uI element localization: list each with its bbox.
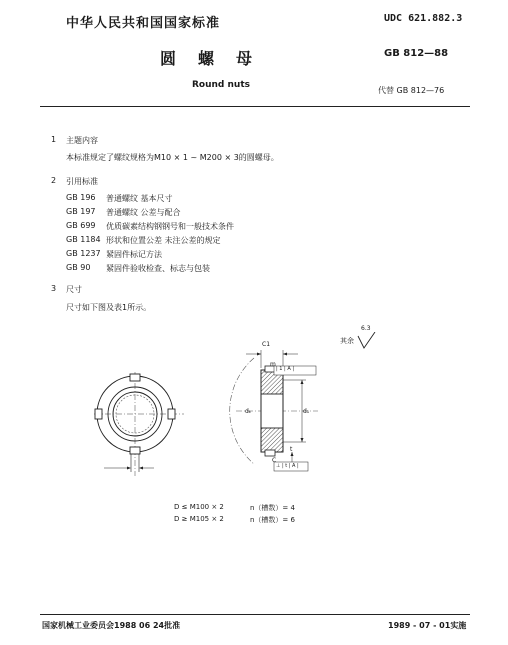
udc-code: UDC 621.882.3 <box>384 13 463 24</box>
section-2-title: 引用标准 <box>66 177 98 186</box>
ref-code: GB 197 <box>66 207 96 216</box>
surface-finish-value: 6.3 <box>361 325 371 332</box>
caption-left-2: D ≥ M105 × 2 <box>174 515 224 523</box>
effective-date: 1989 - 07 - 01实施 <box>388 621 467 630</box>
caption-right-1: n（槽数）= 4 <box>250 504 295 512</box>
dim-label-d1: d₁ <box>303 408 310 415</box>
dim-label-m: m <box>270 361 276 368</box>
dim-label-dk: dₖ <box>245 408 252 415</box>
dim-label-c1: C1 <box>262 341 271 348</box>
section-1-body: 本标准规定了螺纹规格为M10 × 1 ~ M200 × 3的圆螺母。 <box>66 153 279 162</box>
surface-finish-icon <box>356 332 378 354</box>
dim-label-c: C <box>272 457 277 464</box>
section-1-title: 主题内容 <box>66 136 98 145</box>
tolerance-frame-bottom: ⊥ | t | A | <box>276 463 299 469</box>
document-title-en: Round nuts <box>192 80 250 90</box>
section-1-number: 1 <box>51 135 57 144</box>
approval-note: 国家机械工业委员会1988 06 24批准 <box>42 621 181 630</box>
surface-finish-label: 其余 <box>340 337 354 345</box>
ref-title: 形状和位置公差 未注公差的规定 <box>106 236 221 245</box>
footer-rule <box>40 614 470 615</box>
document-title: 圆螺母 <box>160 49 275 68</box>
tolerance-frame-top: | 1 | A | <box>276 366 295 372</box>
ref-title: 普通螺纹 基本尺寸 <box>106 194 173 203</box>
caption-right-2: n（槽数）= 6 <box>250 516 295 524</box>
ref-code: GB 90 <box>66 263 91 272</box>
nut-front-view <box>90 368 190 480</box>
ref-title: 优质碳素结构钢钢号和一般技术条件 <box>106 222 234 231</box>
dim-label-t: t <box>290 446 293 453</box>
gb-code: GB 812—88 <box>384 48 449 59</box>
section-3-number: 3 <box>51 284 57 293</box>
ref-code: GB 699 <box>66 221 96 230</box>
replaces-note: 代替 GB 812—76 <box>378 86 445 95</box>
section-2-number: 2 <box>51 176 57 185</box>
ref-code: GB 1237 <box>66 249 101 258</box>
ref-title: 紧固件标记方法 <box>106 250 162 259</box>
caption-left-1: D ≤ M100 × 2 <box>174 503 224 511</box>
header-rule <box>40 106 470 107</box>
ref-title: 紧固件验收检查、标志与包装 <box>106 264 210 273</box>
ref-code: GB 1184 <box>66 235 101 244</box>
section-3-title: 尺寸 <box>66 285 82 294</box>
ref-title: 普通螺纹 公差与配合 <box>106 208 181 217</box>
section-3-body: 尺寸如下图及表1所示。 <box>66 303 152 312</box>
standard-body: 中华人民共和国国家标准 <box>66 16 221 31</box>
ref-code: GB 196 <box>66 193 96 202</box>
